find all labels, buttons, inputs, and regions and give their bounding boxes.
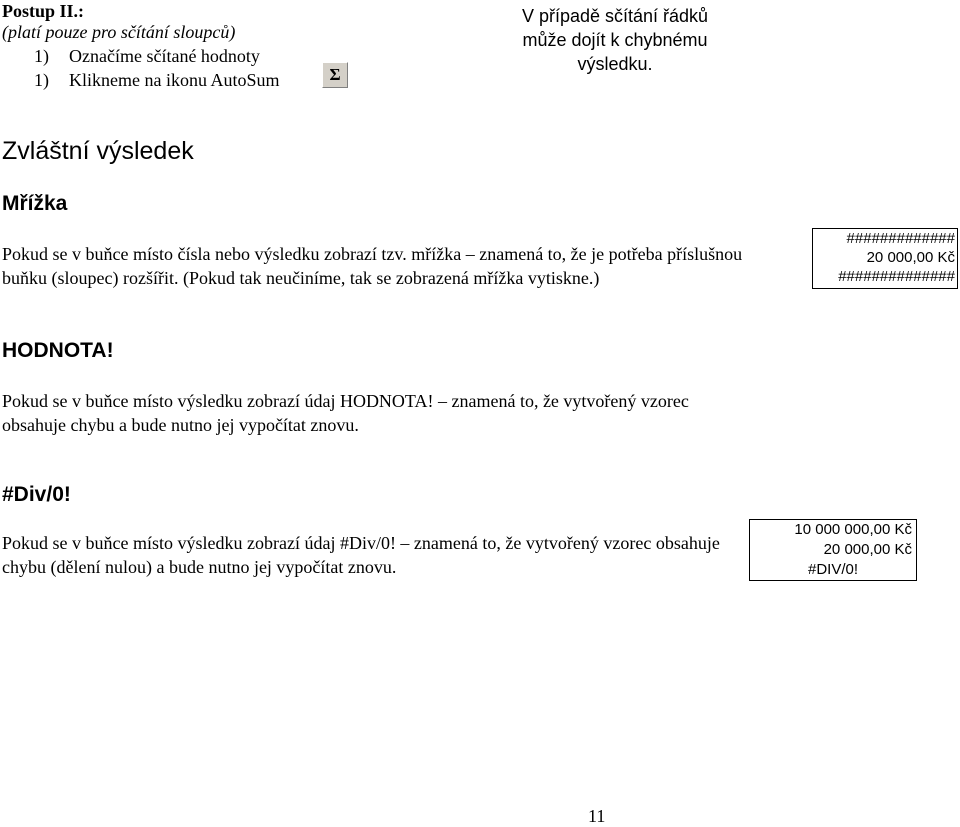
- cell-value: 10 000 000,00 Kč: [794, 521, 912, 538]
- div0-heading: #Div/0!: [2, 483, 71, 506]
- side-note: V případě sčítání řádků může dojít k chybnému výsledku.: [521, 6, 709, 74]
- cell-value: #DIV/0!: [807, 561, 859, 578]
- step-text: Označíme sčítané hodnoty: [69, 46, 260, 66]
- sigma-glyph: Σ: [329, 65, 341, 84]
- cell-value: ##############: [838, 268, 955, 285]
- cell-value: #############: [846, 230, 955, 247]
- hodnota-paragraph: Pokud se v buňce místo výsledku zobrazí údaj HODNOTA! – znamená to, že vytvořený vzorec obsahuje chybu a bude nutno jej vypočítat znovu.: [2, 391, 689, 435]
- mrizka-heading: Mřížka: [2, 192, 68, 215]
- hodnota-heading: HODNOTA!: [2, 339, 114, 362]
- section-title: Zvláštní výsledek: [2, 137, 194, 165]
- div0-cell-example: [749, 519, 917, 581]
- step-text: Klikneme na ikonu AutoSum: [69, 70, 280, 90]
- div0-paragraph: Pokud se v buňce místo výsledku zobrazí údaj #Div/0! – znamená to, že vytvořený vzorec obsahuje chybu (dělení nulou) a bude nutno jej vypočítat znovu.: [2, 533, 720, 577]
- step-item: [34, 70, 334, 92]
- postup-title: Postup II.:: [2, 1, 85, 21]
- step-number: 1): [34, 46, 49, 66]
- cell-value: 20 000,00 Kč: [823, 541, 912, 558]
- step-item: [34, 46, 334, 68]
- mrizka-cell-example: [812, 228, 958, 289]
- cell-value: 20 000,00 Kč: [866, 249, 955, 266]
- postup-note: (platí pouze pro sčítání sloupců): [2, 22, 236, 42]
- autosum-icon[interactable]: [322, 62, 348, 88]
- mrizka-paragraph: Pokud se v buňce místo čísla nebo výsledku zobrazí tzv. mřížka – znamená to, že je potřeba příslušnou buňku (sloupec) rozšířit. (Pokud tak neučiníme, tak se zobrazená mřížka vytiskne.): [2, 244, 743, 288]
- step-number: 1): [34, 70, 49, 90]
- page-number: 11: [588, 806, 606, 826]
